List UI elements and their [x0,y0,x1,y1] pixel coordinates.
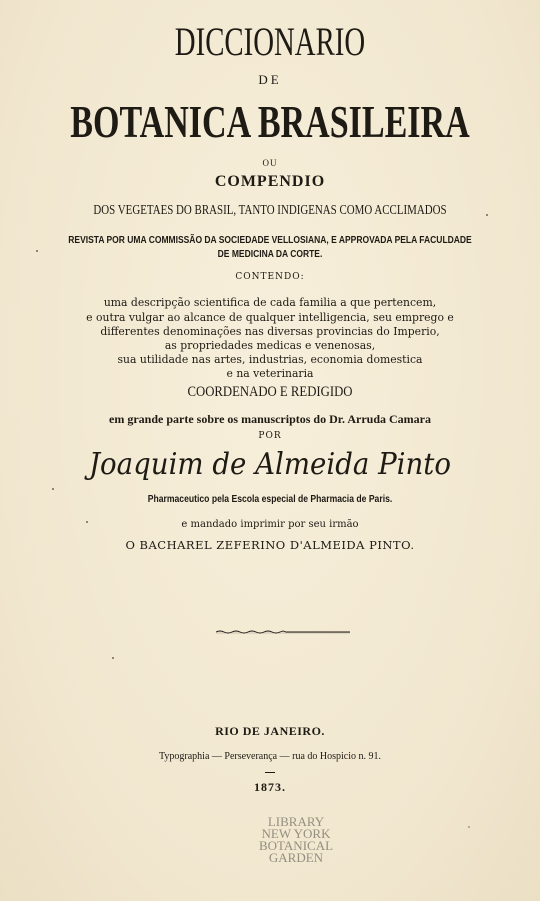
stamp-line: NEW YORK [261,826,331,841]
manuscripts-line: em grande parte sobre os manuscriptos do Dr. Arruda Camara [109,412,431,426]
author-name: Joaquim de Almeida Pinto [88,447,451,482]
stamp-line: LIBRARY [267,814,325,829]
contents-line: e outra vulgar ao alcance de qualquer intelligencia, seu emprego e [86,310,454,324]
contents-line: sua utilidade nas artes, industrias, economia domestica [117,352,423,366]
contendo-label: CONTENDO: [235,272,305,282]
title-line-1: DICCIONARIO [174,19,366,64]
approval-line-2: DE MEDICINA DA CORTE. [217,249,323,260]
paper-speck [486,214,488,216]
separator-dash [265,772,275,773]
title-line-2: DE [258,72,282,87]
city: RIO DE JANEIRO. [215,724,325,738]
ou-conjunction: OU [262,158,278,168]
por-label: POR [258,431,282,441]
contents-line: uma descripção scientifica de cada familia a que pertencem, [103,295,437,309]
approval-line-1: REVISTA POR UMA COMMISSÃO DA SOCIEDADE VELLOSIANA, E APPROVADA PELA FACULDADE [68,235,472,246]
contents-line: as propriedades medicas e venenosas, [164,338,376,352]
paper-speck [112,657,114,659]
subtitle-description: DOS VEGETAES DO BRASIL, TANTO INDIGENAS COMO ACCLIMADOS [93,203,447,218]
paper-speck [86,521,88,523]
contents-line: e na veterinaria [226,366,314,380]
coordinated-heading: COORDENADO E REDIGIDO [187,384,353,400]
author-credential: Pharmaceutico pela Escola especial de Pharmacia de Paris. [147,493,393,505]
title-line-3: BOTANICA BRASILEIRA [70,96,470,147]
subtitle: COMPENDIO [214,173,326,190]
library-stamp [246,816,346,864]
stamp-line: BOTANICAL [258,838,334,853]
stamp-line: GARDEN [268,850,324,865]
ornamental-rule [216,629,350,635]
brother-name: O BACHAREL ZEFERINO D'ALMEIDA PINTO. [125,538,415,552]
year: 1873. [254,780,286,794]
contents-line: differentes denominações nas diversas provincias do Imperio, [100,324,440,338]
paper-speck [468,826,470,828]
printed-by-line: e mandado imprimir por seu irmão [181,519,359,530]
paper-speck [52,488,54,490]
printer-line: Typographia — Perseverança — rua do Hospicio n. 91. [158,751,382,762]
paper-speck [36,250,38,252]
